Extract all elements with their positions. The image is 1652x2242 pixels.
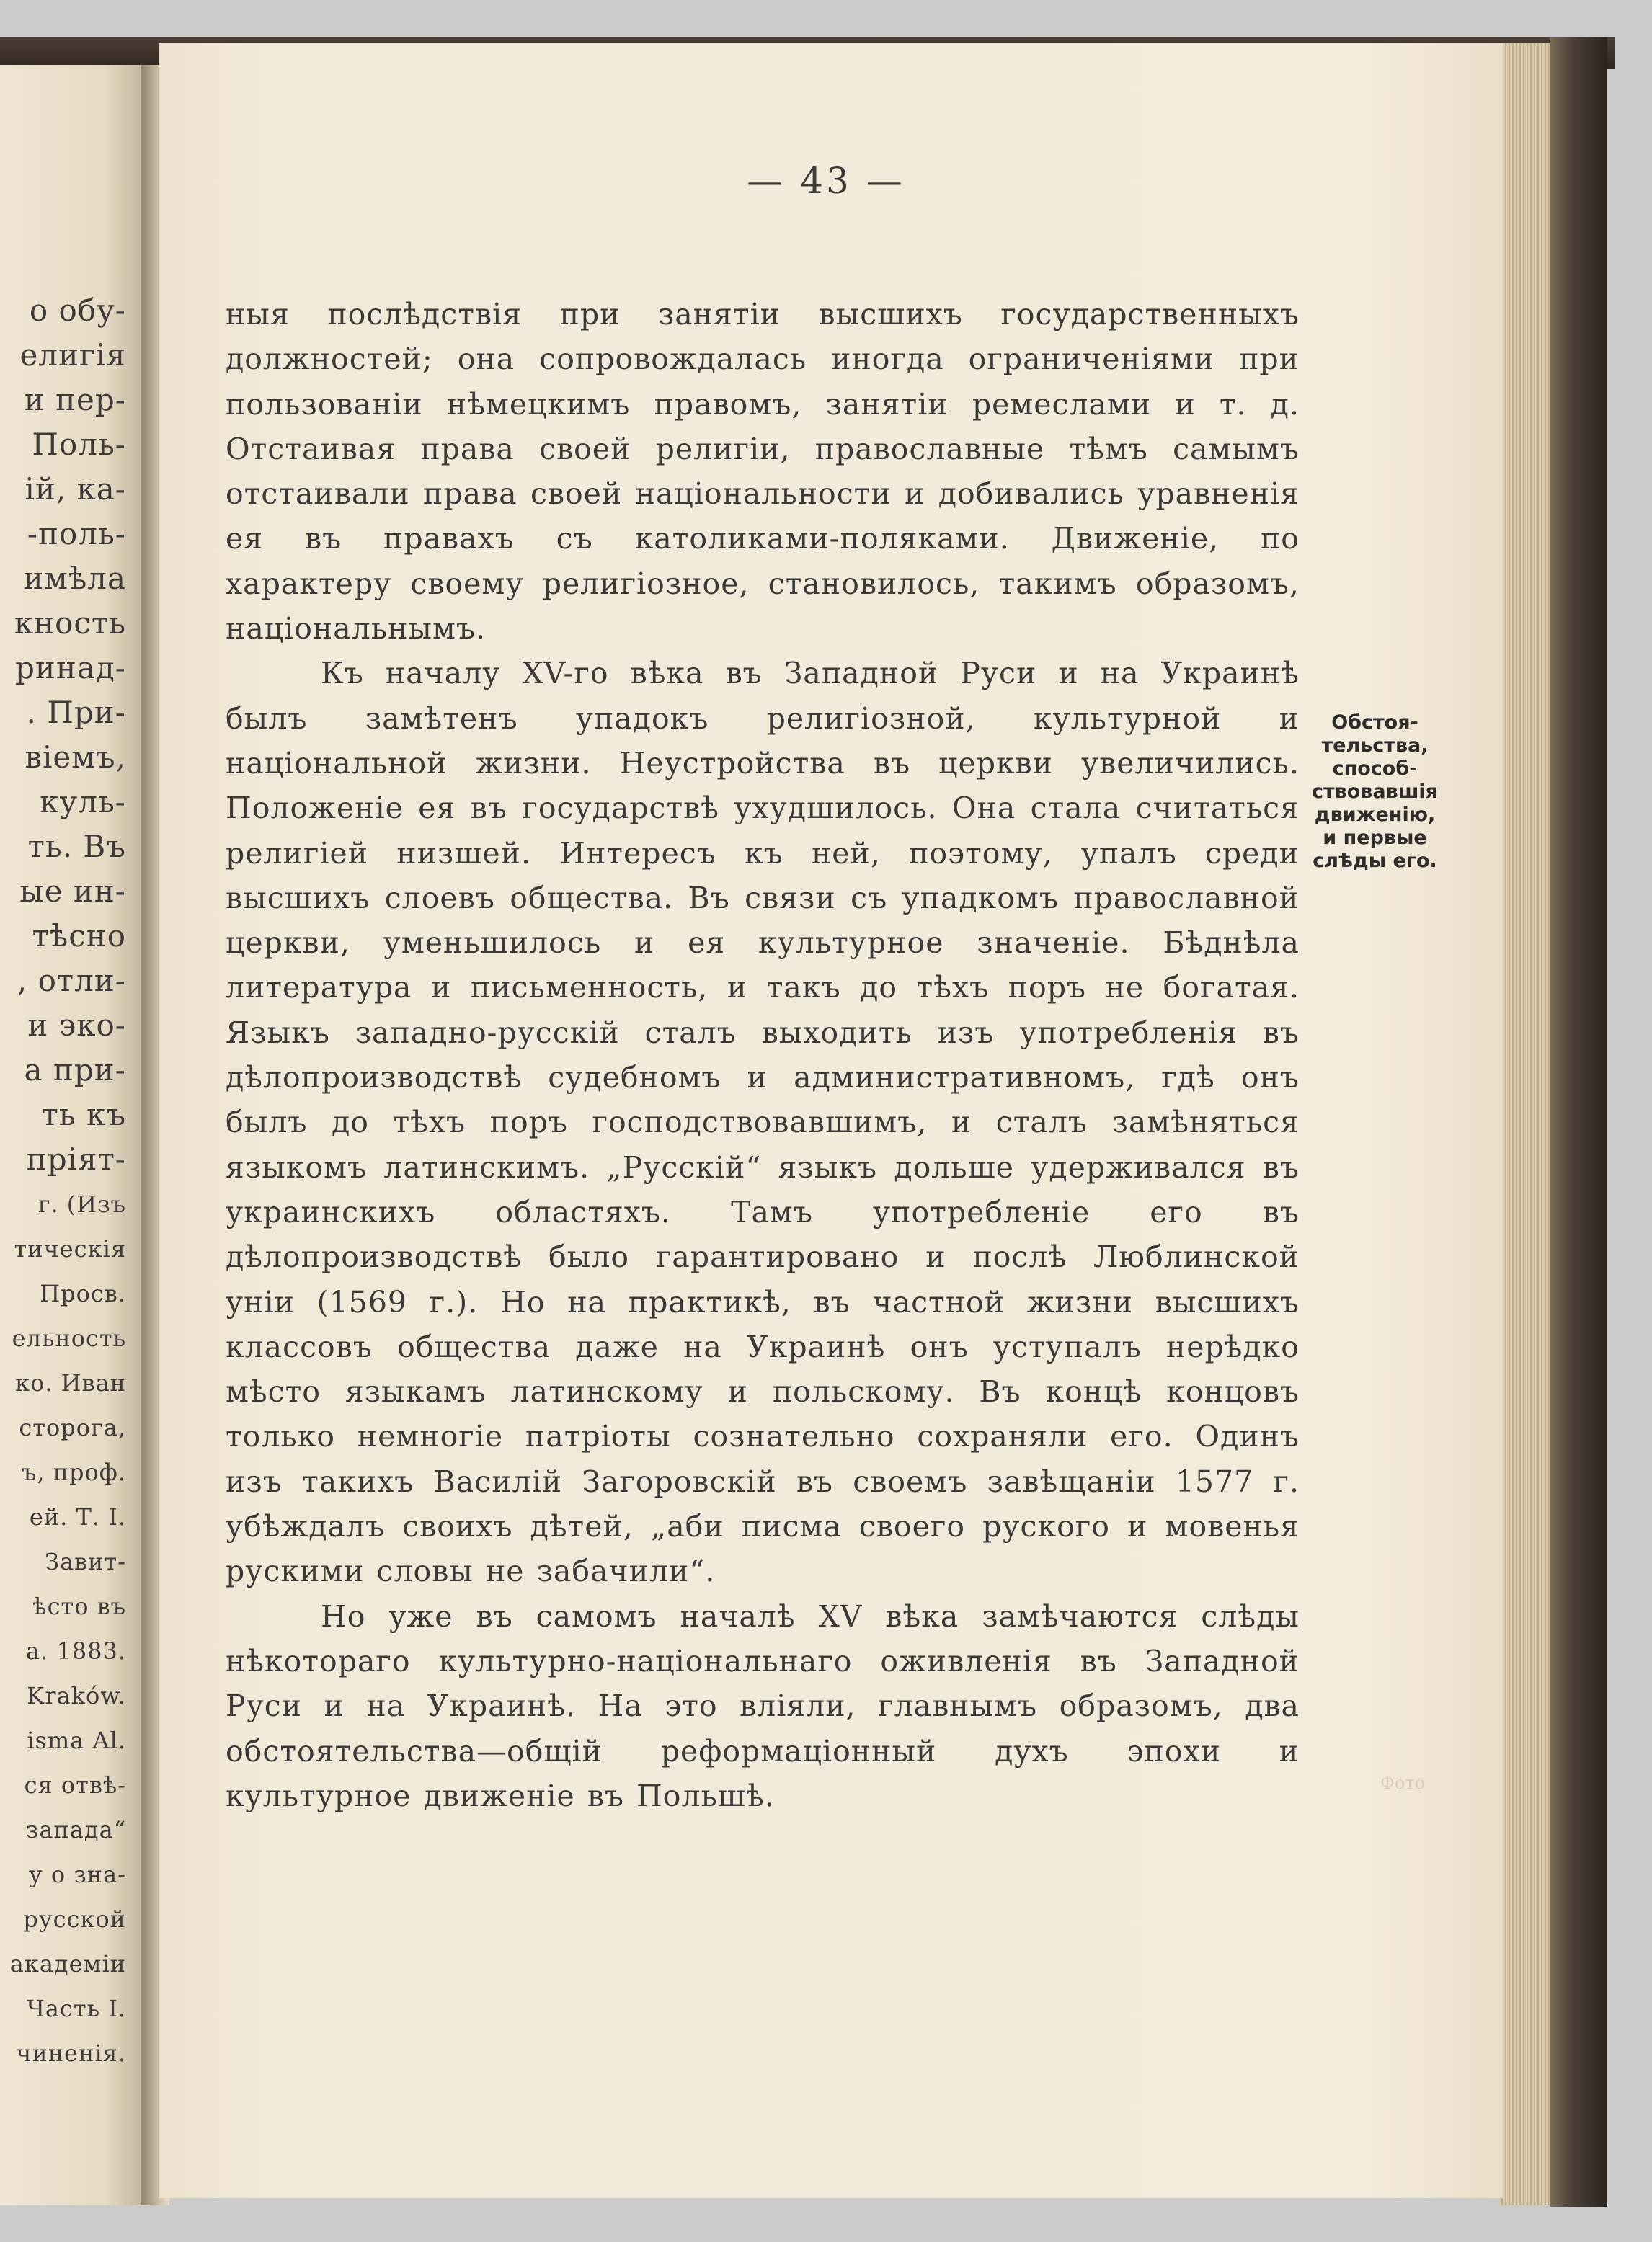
- left-line: и эко-: [27, 1007, 126, 1043]
- margin-note-line: ствовавшія: [1312, 780, 1438, 803]
- left-note-line: Kraków.: [27, 1682, 126, 1709]
- left-note-line: ельность: [12, 1325, 126, 1352]
- left-note-line: Просв.: [40, 1280, 126, 1307]
- paragraph-1: Къ началу XV-го вѣка въ Западной Руси и на Украинѣ былъ замѣтенъ упадокъ религіозной, культурной и національной жизни. Неустройства въ церкви увеличились. Положеніе ея въ государствѣ ухудшилось. Она стала считаться религіей низшей. Интересъ къ ней, поэтому, упалъ среди высшихъ слоевъ общества. Въ связи съ упадкомъ православной церкви, уменьшилось и ея культурное значеніе. Бѣднѣла литература и письменность, и такъ до тѣхъ поръ не богатая. Языкъ западно-русскій сталъ выходить изъ употребленія въ дѣлопроизводствѣ судебномъ и административномъ, гдѣ онъ былъ до тѣхъ поръ господствовавшимъ, и сталъ замѣняться языкомъ латинскимъ. „Русскій“ языкъ дольше удерживался въ украинскихъ областяхъ. Тамъ употребленіе его въ дѣлопроизводствѣ было гарантировано и послѣ Люблинской уніи (1569 г.). Но на практикѣ, въ частной жизни высшихъ классовъ общества даже на Украинѣ онъ уступалъ нерѣдко мѣсто языкамъ латинскому и польскому. Въ концѣ концовъ только немногіе патріоты сознательно сохраняли его. Одинъ изъ такихъ Василій Загоровскій въ своемъ завѣщаніи 1577 г. убѣждалъ своихъ дѣтей, „аби писма своего руского и мовенья рускими словы не забачили“.: [226, 656, 1300, 1589]
- left-line: имѣла: [23, 561, 126, 596]
- left-note-line: г. (Изъ: [37, 1191, 126, 1218]
- margin-note-line: тельства,: [1321, 734, 1429, 757]
- left-note-line: ъ, проф.: [22, 1459, 126, 1486]
- left-line: тѣсно: [32, 918, 126, 953]
- left-line: пріят-: [26, 1142, 126, 1177]
- left-note-line: Завит-: [45, 1548, 126, 1575]
- body-text: [226, 292, 1300, 1818]
- left-note-line: а. 1883.: [25, 1637, 126, 1665]
- margin-note-line: движенію,: [1314, 804, 1436, 826]
- left-note-line: ей. Т. I.: [29, 1503, 126, 1531]
- left-note-line: ѣсто въ: [32, 1593, 126, 1620]
- margin-note: [1297, 711, 1452, 873]
- left-line: Поль-: [32, 427, 126, 462]
- left-note-line: тическія: [14, 1235, 126, 1263]
- page-number: — 43 —: [747, 160, 905, 202]
- left-note-line: сторога,: [19, 1414, 126, 1441]
- left-note-line: у о зна-: [28, 1861, 126, 1888]
- left-note-line: чиненія.: [16, 2039, 126, 2067]
- left-line: куль-: [40, 784, 126, 819]
- left-note-line: ко. Иван: [15, 1369, 126, 1397]
- left-line: ій, ка-: [25, 471, 126, 507]
- left-note-line: русской: [23, 1905, 126, 1933]
- left-note-line: Часть I.: [27, 1995, 126, 2022]
- left-line: а при-: [24, 1052, 126, 1087]
- left-line: віемъ,: [25, 739, 126, 775]
- left-line: о обу-: [29, 293, 126, 328]
- left-note-line: академіи: [9, 1950, 126, 1978]
- book-cover-edge: [1550, 37, 1607, 2207]
- left-line: . При-: [26, 695, 126, 730]
- margin-note-line: слѣды его.: [1313, 850, 1437, 872]
- left-note-line: ся отвѣ-: [24, 1771, 126, 1799]
- left-line: ть. Въ: [27, 829, 126, 864]
- left-line: ть къ: [41, 1097, 126, 1132]
- left-line: ые ин-: [19, 873, 126, 909]
- faint-stamp: Фото: [1380, 1773, 1426, 1793]
- left-line: и пер-: [24, 382, 126, 417]
- left-note-line: isma Al.: [27, 1727, 126, 1754]
- left-line: -поль-: [27, 516, 126, 551]
- left-note-line: запада“: [25, 1816, 126, 1843]
- continuation-paragraph: ныя послѣдствія при занятіи высшихъ государственныхъ должностей; она сопровождалась иногда ограниченіями при пользованіи нѣмецкимъ правомъ, занятіи ремеслами и т. д. Отстаивая права своей религіи, православные тѣмъ самымъ отстаивали права своей національности и добивались уравненія ея въ правахъ съ католиками-поляками. Движеніе, по характеру своему религіозное, становилось, такимъ образомъ, національнымъ.: [226, 297, 1300, 646]
- left-line: елигія: [19, 337, 126, 373]
- left-page: [0, 65, 148, 2205]
- margin-note-line: и первые: [1323, 827, 1427, 849]
- margin-note-line: способ-: [1332, 757, 1418, 780]
- page-stack-edge: [1499, 43, 1557, 2205]
- margin-note-line: Обстоя-: [1331, 711, 1418, 734]
- left-page-text: [10, 288, 126, 2076]
- left-line: кность: [14, 605, 126, 641]
- paragraph-2: Но уже въ самомъ началѣ XV вѣка замѣчаются слѣды нѣкотораго культурно-національнаго оживленія въ Западной Руси и на Украинѣ. На это вліяли, главнымъ образомъ, два обстоятельства—общій реформаціонный духъ эпохи и культурное движеніе въ Польшѣ.: [226, 1598, 1300, 1813]
- left-line: ринад-: [15, 650, 126, 685]
- left-line: , отли-: [17, 963, 126, 998]
